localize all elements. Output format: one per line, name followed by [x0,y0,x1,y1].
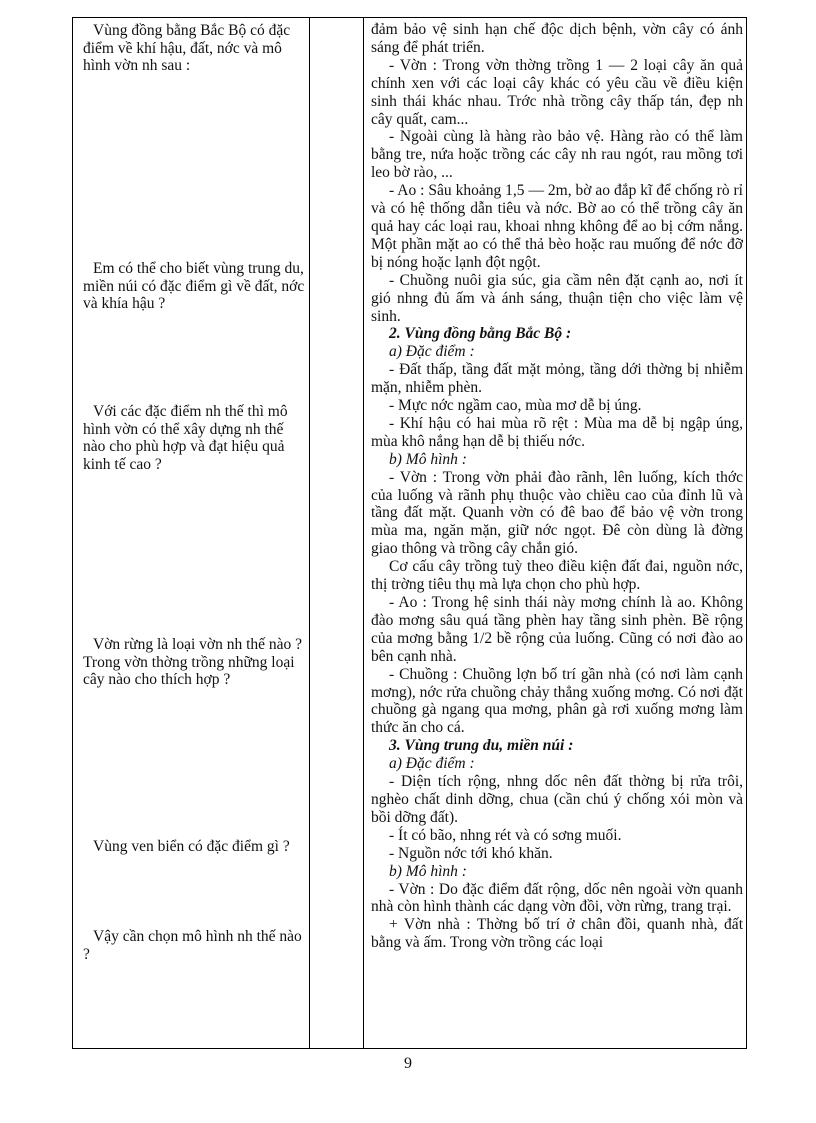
content-paragraph: - Vờn : Trong vờn phải đào rãnh, lên luống, kích thớc của luống và rãnh phụ thuộc vào chiều cao của đỉnh lũ và tầng đất mặt. Quanh vờn có đê bao để bảo vệ vờn trong mùa ma, ngăn mặn, giữ nớc ngọt. Đê còn dùng là đờng giao thông và trồng cây chắn gió. [371,468,743,558]
content-paragraph: - Diện tích rộng, nhng dốc nên đất thờng bị rửa trôi, nghèo chất dinh dỡng, chua (cần chú ý chống xói mòn và bồi dỡng đất). [371,773,743,826]
content-paragraph: - Ngoài cùng là hàng rào bảo vệ. Hàng rào có thể làm bằng tre, nứa hoặc trồng các cây nh rau ngót, rau mồng tơi leo bờ rào, ... [371,128,743,182]
content-paragraph: + Vờn nhà : Thờng bố trí ở chân đồi, quanh nhà, đất bằng và ấm. Trong vờn trồng các loại [371,916,743,952]
subsection-heading: b) Mô hình : [389,450,467,468]
content-paragraph: - Vờn : Do đặc điểm đất rộng, dốc nên ngoài vờn quanh nhà còn hình thành các dạng vờn đồi, vờn rừng, trang trại. [371,880,743,916]
question-1: Vùng đồng bằng Bắc Bộ có đặc điểm về khí hậu, đất, nớc và mô hình vờn nh sau : [83,22,291,74]
content-paragraph: - Ít có bão, nhng rét và có sơng muối. [389,826,622,844]
lesson-table [72,17,747,1049]
question-3: Với các đặc điểm nh thế thì mô hình vờn có thể xây dựng nh thế nào cho phù hợp và đạt hiệu quả kinh tế cao ? [83,403,288,473]
lesson-content [371,21,743,952]
content-paragraph: - Khí hậu có hai mùa rõ rệt : Mùa ma dễ bị ngập úng, mùa khô nắng hạn dễ bị thiếu nớc. [371,414,743,450]
subsection-heading: a) Đặc điểm : [389,755,475,773]
subsection-heading: a) Đặc điểm : [389,343,475,361]
content-paragraph: - Mực nớc ngầm cao, mùa mơ dễ bị úng. [389,397,642,415]
content-paragraph: - Đất thấp, tầng đất mặt mỏng, tầng dới thờng bị nhiễm mặn, nhiễm phèn. [371,361,743,397]
question-5: Vùng ven biển có đặc điểm gì ? [93,838,290,855]
content-paragraph: Cơ cấu cây trồng tuỳ theo điều kiện đất đai, nguồn nớc, thị trờng tiêu thụ mà lựa chọn cho phù hợp. [371,558,743,594]
content-paragraph: - Ao : Trong hệ sinh thái này mơng chính là ao. Không đào mơng sâu quá tầng phèn hay tầng sinh phèn. Bề rộng của mơng bằng 1/2 bề rộng của luống. Cũng có nơi đào ao bên cạnh nhà. [371,594,743,665]
column-divider-left [309,18,310,1048]
question-6: Vậy cần chọn mô hình nh thế nào ? [83,928,302,963]
content-paragraph: - Nguồn nớc tới khó khăn. [389,844,553,862]
content-paragraph: - Chuồng nuôi gia súc, gia cầm nên đặt cạnh ao, nơi ít gió nhng đủ ấm và ánh sáng, thuận tiện cho việc làm vệ sinh. [371,271,743,325]
content-paragraph: - Chuồng : Chuồng lợn bố trí gần nhà (có nơi làm cạnh mơng), nớc rửa chuồng chảy thẳng xuống mơng. Có nơi đặt chuồng gà ngang qua mơng, phân gà rơi xuống mơng làm thức ăn cho cá. [371,665,743,737]
section-heading: 2. Vùng đồng bằng Bắc Bộ : [389,325,572,343]
column-divider-right [363,18,364,1048]
question-4: Vờn rừng là loại vờn nh thế nào ? Trong vờn thờng trồng những loại cây nào cho thích hợp ? [83,636,303,688]
content-paragraph: đảm bảo vệ sinh hạn chế độc dịch bệnh, vờn cây có ánh sáng để phát triển. [371,21,743,56]
question-2: Em có thể cho biết vùng trung du, miền núi có đặc điểm gì về đất, nớc và khía hậu ? [83,260,305,312]
content-paragraph: - Vờn : Trong vờn thờng trồng 1 — 2 loại cây ăn quả chính xen với các loại cây khác có yêu cầu về điều kiện sinh thái khác nhau. Trớc nhà trồng cây thấp tán, đẹp nh cây quất, cam... [371,56,743,128]
page-number: 9 [404,1055,412,1072]
section-heading: 3. Vùng trung du, miền núi : [389,737,574,755]
subsection-heading: b) Mô hình : [389,862,467,880]
content-paragraph: - Ao : Sâu khoảng 1,5 — 2m, bờ ao đắp kĩ để chống rò rỉ và có hệ thống dẫn tiêu và nớc. Bờ ao có thể trồng cây ăn quả hay các loại rau, khoai nhng không để ao bị cớm nắng. Một phần mặt ao có thể thả bèo hoặc rau muống để nớc đỡ bị nóng hoặc lạnh đột ngột. [371,182,743,271]
